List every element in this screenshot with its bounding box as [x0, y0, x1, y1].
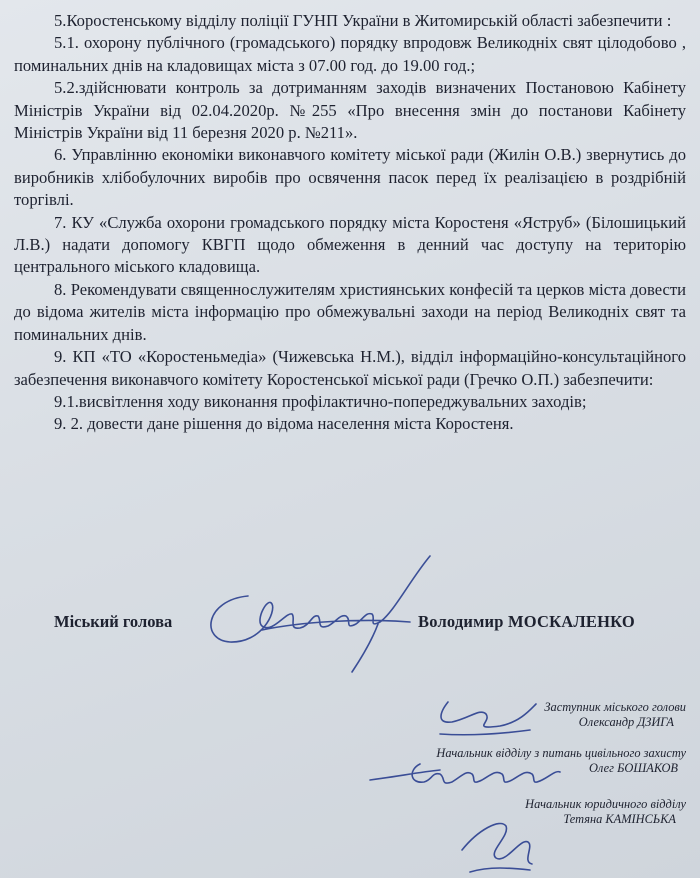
approval-name: Тетяна КАМІНСЬКА: [563, 812, 676, 826]
approval-name: Олександр ДЗИГА: [578, 715, 674, 729]
approval-legal: [525, 797, 686, 827]
approval-name: Олег БОШАКОВ: [588, 761, 678, 775]
paragraph-6: 6. Управлінню економіки виконавчого комітету міської ради (Жилін О.В.) звернутись до виробників хлібобулочних виробів про освячення пасок перед їх реалізацією в роздрібній торгівлі.: [14, 145, 686, 210]
paragraph-7: 7. КУ «Служба охорони громадського порядку міста Коростеня «Яструб» (Білошицький Л.В.) надати допомогу КВГП щодо обмеження в денний час доступу на територію центрального міського кладовища.: [14, 212, 686, 277]
paragraph-5: 5.Коростенському відділу поліції ГУНП України в Житомирській області забезпечити :: [54, 11, 672, 30]
approval-position: Заступник міського голови: [544, 700, 686, 714]
approval-position: Начальник юридичного відділу: [525, 797, 686, 811]
mayor-name: Володимир МОСКАЛЕНКО: [418, 612, 635, 631]
approval-position: Начальник відділу з питань цивільного захисту: [436, 746, 686, 760]
paragraph-9: 9. КП «ТО «Коростеньмедіа» (Чижевська Н.М.), відділ інформаційно-консультаційного забезпечення виконавчого комітету Коростенської міської ради (Гречко О.П.) забезпечити:: [14, 347, 686, 389]
paragraph-5-1: 5.1. охорону публічного (громадського) порядку впродовж Великодніх свят цілодобово , поминальних днів на кладовищах міста з 07.00 год. до 19.00 год.;: [14, 33, 686, 75]
mayor-signature: [211, 556, 430, 672]
paragraph-5-2: 5.2.здійснювати контроль за дотриманням заходів визначених Постановою Кабінету Міністрів України від 02.04.2020р. №255 «Про внесення змін до постанови Кабінету Міністрів України від 11 березня 2020 р. №211».: [14, 78, 686, 143]
mayor-title: Міський голова: [54, 612, 173, 631]
paragraph-9-2: 9. 2. довести дане рішення до відома населення міста Коростеня.: [54, 414, 514, 434]
approval-civil-defense: [436, 746, 686, 776]
deputy-signature: [440, 702, 536, 735]
legal-signature: [462, 823, 532, 872]
document-body: [14, 10, 686, 436]
paragraph-9-1: 9.1.висвітлення ходу виконання профілактично-попереджувальних заходів;: [54, 391, 587, 411]
approval-deputy: [544, 700, 686, 730]
paragraph-8: 8. Рекомендувати священнослужителям християнських конфесій та церков міста довести до відома жителів міста інформацію про обмежувальні заходи на період Великодніх свят та поминальних днів.: [14, 279, 686, 344]
